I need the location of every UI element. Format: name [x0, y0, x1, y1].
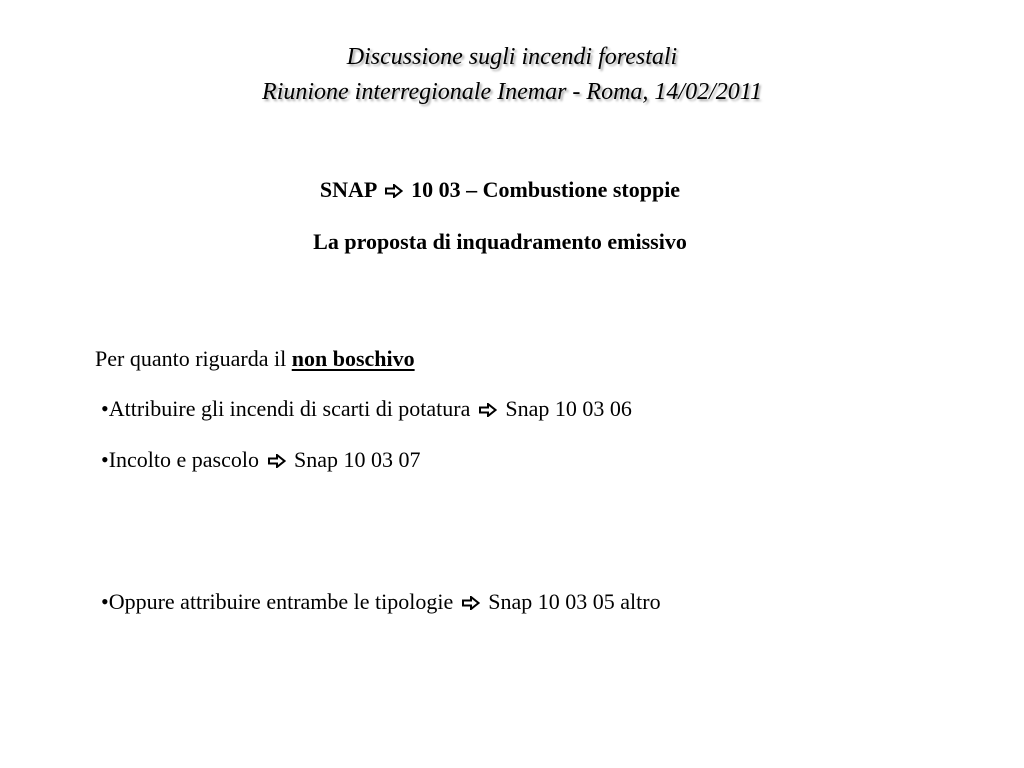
bullet-target: Snap 10 03 06	[505, 396, 632, 421]
right-outline-arrow-icon	[268, 454, 286, 468]
snap-heading	[0, 176, 1000, 204]
bullet-marker: •	[101, 396, 109, 421]
snap-label: SNAP	[319, 177, 377, 202]
list-item	[101, 588, 661, 616]
intro-prefix: Per quanto riguarda il	[95, 346, 292, 371]
bullet-text: Oppure attribuire entrambe le tipologie	[108, 589, 454, 614]
header-meeting-info: Riunione interregionale Inemar - Roma, 14/02/2011	[262, 79, 762, 105]
intro-line	[95, 345, 415, 373]
proposal-heading: La proposta di inquadramento emissivo	[313, 229, 687, 254]
intro-emphasis: non boschivo	[291, 346, 415, 371]
right-outline-arrow-icon	[479, 403, 497, 417]
slide-header	[0, 40, 1024, 110]
bullet-text: Incolto e pascolo	[108, 447, 259, 472]
list-item	[101, 446, 421, 474]
bullet-marker: •	[101, 589, 109, 614]
right-outline-arrow-icon	[385, 184, 403, 198]
right-outline-arrow-icon	[462, 596, 480, 610]
snap-code: 10 03 – Combustione stoppie	[411, 177, 681, 202]
list-item	[101, 395, 632, 423]
bullet-target: Snap 10 03 05 altro	[488, 589, 661, 614]
bullet-target: Snap 10 03 07	[294, 447, 421, 472]
bullet-marker: •	[101, 447, 109, 472]
bullet-text: Attribuire gli incendi di scarti di potatura	[108, 396, 471, 421]
header-title: Discussione sugli incendi forestali	[346, 44, 678, 70]
